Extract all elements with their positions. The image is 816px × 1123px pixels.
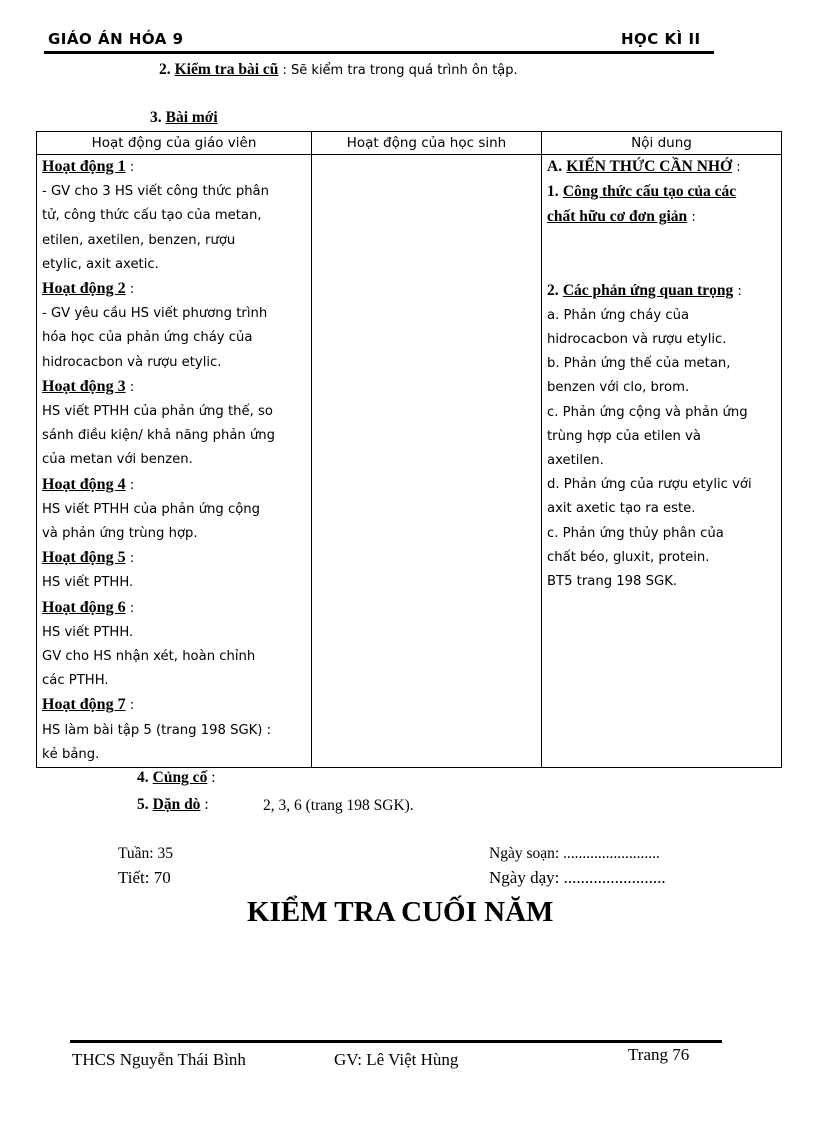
section-a-heading: A. KIẾN THỨC CẦN NHỚ :	[547, 158, 741, 175]
content-line: b. Phản ứng thế của metan,	[547, 356, 731, 372]
activity-2-heading: Hoạt động 2 :	[42, 280, 135, 298]
content-line: axit axetic tạo ra este.	[547, 501, 696, 517]
period-label: Tiết: 70	[118, 868, 171, 887]
teacher-activities-cell	[37, 155, 312, 768]
activity-7-heading: Hoạt động 7 :	[42, 696, 135, 714]
activity-1-line: etylic, axit axetic.	[42, 256, 159, 272]
new-lesson-label: Bài mới	[165, 109, 218, 126]
activity-5-title: Hoạt động 5	[42, 549, 126, 567]
activity-6-line: các PTHH.	[42, 673, 109, 689]
activity-1-title: Hoạt động 1	[42, 158, 126, 175]
activity-3-heading: Hoạt động 3 :	[42, 377, 135, 395]
item-1-heading-cont: chất hữu cơ đơn giản :	[547, 208, 696, 226]
activity-1-heading: Hoạt động 1 :	[42, 158, 135, 175]
check-old-label: Kiểm tra bài cũ	[174, 61, 279, 78]
spacer	[547, 231, 776, 279]
content-line: c. Phản ứng thủy phân của	[547, 525, 724, 541]
content-line: hidrocacbon và rượu etylic.	[547, 332, 727, 348]
activity-2-title: Hoạt động 2	[42, 280, 126, 298]
item-2-heading: 2. Các phản ứng quan trọng :	[547, 281, 742, 299]
activity-2-line: - GV yêu cầu HS viết phương trình	[42, 306, 268, 322]
activity-2-line: hóa học của phản ứng cháy của	[42, 330, 253, 346]
activity-6-title: Hoạt động 6	[42, 598, 126, 616]
activity-1-line: etilen, axetilen, benzen, rượu	[42, 232, 236, 248]
activity-1-line: tử, công thức cấu tạo của metan,	[42, 208, 262, 224]
activity-2-line: hidrocacbon và rượu etylic.	[42, 354, 222, 370]
activity-6-line: HS viết PTHH.	[42, 624, 134, 640]
homework-text: 2, 3, 6 (trang 198 SGK).	[263, 797, 414, 814]
new-lesson-number: 3.	[150, 109, 162, 126]
content-line: BT5 trang 198 SGK.	[547, 574, 678, 590]
activity-3-line: của metan với benzen.	[42, 452, 193, 468]
consolidate-label: Củng cố	[152, 769, 208, 786]
content-cell	[542, 155, 782, 768]
lesson-table	[36, 131, 782, 768]
new-lesson-heading	[150, 109, 218, 127]
footer-teacher: GV: Lê Việt Hùng	[334, 1050, 459, 1069]
header-teacher: Hoạt động của giáo viên	[37, 132, 312, 155]
activity-3-title: Hoạt động 3	[42, 377, 126, 395]
exam-title: KIỂM TRA CUỐI NĂM	[247, 896, 554, 928]
activity-5-line: HS viết PTHH.	[42, 575, 134, 591]
header-rule	[44, 51, 714, 54]
header-left: GIÁO ÁN HÓA 9	[48, 30, 184, 48]
activity-6-line: GV cho HS nhận xét, hoàn chỉnh	[42, 649, 256, 665]
activity-7-line: HS làm bài tập 5 (trang 198 SGK) :	[42, 722, 272, 738]
homework-label: Dặn dò	[152, 796, 201, 813]
content-line: trùng hợp của etilen và	[547, 428, 701, 444]
item-1-heading: 1. Công thức cấu tạo của các	[547, 183, 737, 201]
item-2-title: Các phản ứng quan trọng	[562, 281, 734, 299]
check-old-line	[159, 61, 518, 79]
student-activities-cell	[312, 155, 542, 768]
content-line: axetilen.	[547, 453, 604, 469]
item-1-title: Công thức cấu tạo của các	[562, 183, 737, 201]
content-line: c. Phản ứng cộng và phản ứng	[547, 404, 748, 420]
activity-4-line: HS viết PTHH của phản ứng cộng	[42, 501, 261, 517]
footer-page: Trang 76	[628, 1045, 690, 1064]
content-line: d. Phản ứng của rượu etylic với	[547, 477, 752, 493]
week-label: Tuần: 35	[118, 845, 173, 862]
check-old-text: Sẽ kiểm tra trong quá trình ôn tập.	[291, 63, 518, 78]
activity-1-line: - GV cho 3 HS viết công thức phân	[42, 184, 269, 200]
activity-6-heading: Hoạt động 6 :	[42, 598, 135, 616]
table-body-row	[37, 155, 782, 768]
teach-date: Ngày dạy: ........................	[489, 868, 666, 887]
header-right: HỌC KÌ II	[621, 30, 701, 48]
content-line: a. Phản ứng cháy của	[547, 307, 690, 323]
consolidate-line: 4. Củng cố :	[137, 769, 216, 786]
content-line: benzen với clo, brom.	[547, 380, 690, 396]
activity-7-title: Hoạt động 7	[42, 696, 126, 714]
activity-3-line: HS viết PTHH của phản ứng thế, so	[42, 404, 273, 420]
activity-4-heading: Hoạt động 4 :	[42, 475, 135, 493]
homework-line: 5. Dặn dò :	[137, 796, 209, 813]
header-student: Hoạt động của học sinh	[312, 132, 542, 155]
check-old-sep: :	[278, 63, 292, 78]
header-content: Nội dung	[542, 132, 782, 155]
table-header-row	[37, 132, 782, 155]
section-a-title: KIẾN THỨC CẦN NHỚ	[566, 158, 733, 175]
check-old-number: 2.	[159, 61, 171, 78]
content-line: chất béo, gluxit, protein.	[547, 549, 710, 565]
activity-5-heading: Hoạt động 5 :	[42, 549, 135, 567]
activity-4-line: và phản ứng trùng hợp.	[42, 526, 198, 542]
prep-date: Ngày soạn: .........................	[489, 845, 660, 862]
footer-school: THCS Nguyễn Thái Bình	[72, 1050, 246, 1069]
activity-3-line: sánh điều kiện/ khả năng phản ứng	[42, 428, 276, 444]
activity-7-line: kẻ bảng.	[42, 746, 100, 762]
activity-4-title: Hoạt động 4	[42, 475, 126, 493]
footer-rule	[70, 1040, 722, 1043]
